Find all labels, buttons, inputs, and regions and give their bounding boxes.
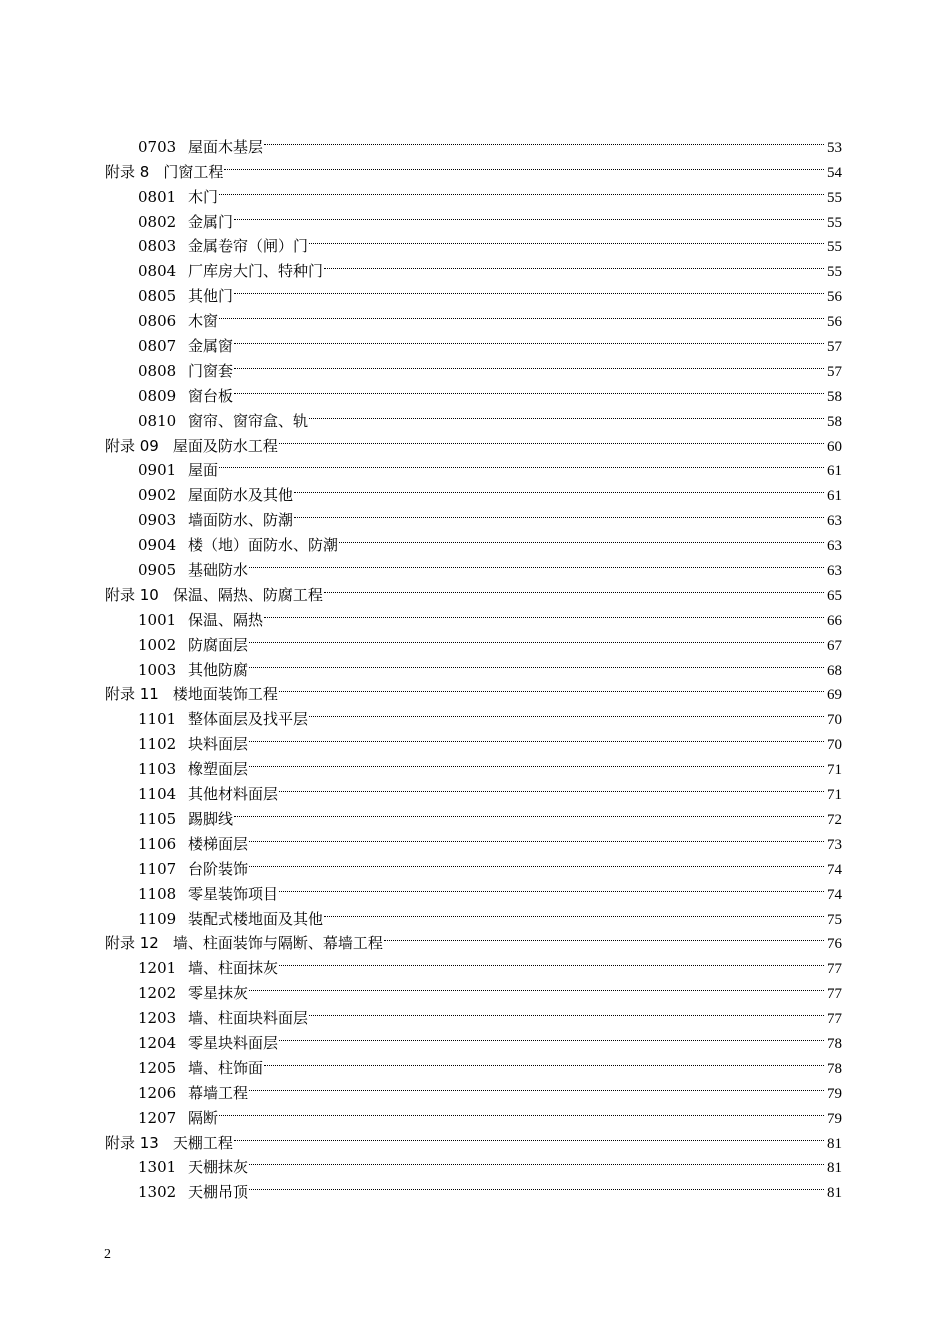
dot-leader [279,1023,824,1048]
toc-entry-title: 窗台板 [188,386,234,405]
dot-leader [279,948,824,973]
dot-leader [219,177,824,202]
toc-entry-page: 63 [827,538,842,555]
toc-entry-number: 1201 [138,959,177,978]
toc-entry-number: 1206 [138,1083,177,1102]
dot-leader [234,376,824,401]
toc-entry-title: 金属卷帘（闸）门 [188,237,309,256]
toc-entry-page: 61 [827,488,842,505]
dot-leader [309,998,824,1023]
dot-leader [234,326,824,351]
toc-entry-number: 1107 [138,859,177,878]
dot-leader [264,600,824,625]
toc-entry-number: 1202 [138,984,177,1003]
dot-leader [249,849,824,874]
toc-entry-number: 0808 [138,361,177,380]
toc-entry-page: 55 [827,189,842,206]
toc-entry-title: 踢脚线 [188,809,234,828]
toc-entry-number: 附录 8 [105,162,150,181]
toc-entry-number: 1001 [138,610,177,629]
toc-entry-title: 天棚工程 [172,1133,233,1152]
toc-entry-page: 72 [827,811,842,828]
dot-leader [324,899,824,924]
dot-leader [234,202,824,227]
dot-leader [279,774,824,799]
toc-entry-title: 楼梯面层 [188,834,249,853]
toc-entry-number: 附录 10 [105,585,159,604]
toc-entry-number: 1002 [138,635,177,654]
dot-leader [294,500,824,525]
toc-entry-number: 0807 [138,337,177,356]
toc-entry-title: 木门 [188,187,219,206]
toc-entry-title: 隔断 [188,1108,219,1127]
toc-entry-page: 56 [827,314,842,331]
toc-entry-title: 墙、柱饰面 [188,1058,264,1077]
toc-entry-page: 54 [827,164,842,181]
toc-entry-number: 1108 [138,884,177,903]
dot-leader [249,625,824,650]
toc-section-entry[interactable] [105,127,842,156]
toc-entry-number: 1003 [138,660,177,679]
toc-entry-title: 门窗套 [188,361,234,380]
toc-entry-title: 整体面层及找平层 [188,710,309,729]
toc-entry-number: 1203 [138,1009,177,1028]
dot-leader [249,973,824,998]
toc-entry-title: 屋面防水及其他 [188,486,294,505]
toc-entry-title: 楼地面装饰工程 [172,685,278,704]
toc-entry-title: 屋面 [188,461,219,480]
toc-entry-number: 0801 [138,187,177,206]
toc-entry-title: 基础防水 [188,561,249,580]
toc-entry-title: 厂库房大门、特种门 [188,262,324,281]
toc-entry-title: 防腐面层 [188,635,249,654]
toc-entry-title: 保温、隔热、防腐工程 [172,585,323,604]
toc-entry-page: 58 [827,388,842,405]
toc-entry-title: 其他防腐 [188,660,249,679]
toc-entry-page: 56 [827,289,842,306]
toc-entry-title: 其他材料面层 [188,785,279,804]
toc-entry-number: 1204 [138,1033,177,1052]
toc-entry-number: 0902 [138,486,177,505]
toc-entry-number: 0903 [138,511,177,530]
toc-entry-page: 61 [827,463,842,480]
toc-entry-page: 77 [827,1011,842,1028]
toc-entry-page: 71 [827,787,842,804]
dot-leader [324,575,824,600]
dot-leader [309,401,824,426]
toc-entry-title: 零星块料面层 [188,1033,279,1052]
toc-entry-number: 0804 [138,262,177,281]
dot-leader [279,675,824,700]
dot-leader [234,351,824,376]
toc-entry-page: 79 [827,1085,842,1102]
toc-entry-page: 75 [827,911,842,928]
toc-entry-number: 附录 12 [105,934,159,953]
toc-entry-title: 其他门 [188,287,234,306]
toc-entry-title: 金属门 [188,212,234,231]
toc-entry-title: 木窗 [188,312,219,331]
toc-entry-number: 1105 [138,809,177,828]
dot-leader [264,127,824,152]
toc-entry-page: 60 [827,438,842,455]
toc-entry-title: 装配式楼地面及其他 [188,909,324,928]
toc-entry-page: 79 [827,1110,842,1127]
toc-entry-title: 墙、柱面抹灰 [188,959,279,978]
toc-entry-page: 70 [827,737,842,754]
toc-entry-page: 68 [827,662,842,679]
dot-leader [249,550,824,575]
toc-entry-number: 附录 09 [105,436,159,455]
toc-entry-number: 附录 11 [105,685,159,704]
dot-leader [234,799,824,824]
dot-leader [249,1172,824,1197]
dot-leader [234,276,824,301]
toc-entry-page: 63 [827,563,842,580]
dot-leader [264,1048,824,1073]
dot-leader [219,1098,824,1123]
dot-leader [249,1073,824,1098]
toc-entry-number: 0703 [138,137,177,156]
toc-entry-page: 66 [827,612,842,629]
dot-leader [339,525,824,550]
toc-entry-page: 57 [827,363,842,380]
toc-entry-number: 0810 [138,411,177,430]
table-of-contents [105,127,842,1202]
dot-leader [234,1123,824,1148]
toc-entry-page: 67 [827,637,842,654]
toc-entry-page: 76 [827,936,842,953]
toc-entry-number: 1301 [138,1158,177,1177]
toc-entry-number: 0901 [138,461,177,480]
dot-leader [224,152,824,177]
toc-entry-title: 台阶装饰 [188,859,249,878]
toc-entry-page: 55 [827,214,842,231]
toc-entry-page: 78 [827,1060,842,1077]
toc-entry-page: 81 [827,1160,842,1177]
toc-entry-page: 71 [827,762,842,779]
toc-entry-number: 0809 [138,386,177,405]
toc-entry-title: 窗帘、窗帘盒、轨 [188,411,309,430]
dot-leader [249,724,824,749]
toc-entry-title: 金属窗 [188,337,234,356]
toc-entry-page: 74 [827,886,842,903]
toc-entry-page: 73 [827,836,842,853]
toc-entry-number: 1104 [138,785,177,804]
toc-entry-number: 0802 [138,212,177,231]
toc-entry-page: 58 [827,413,842,430]
toc-entry-number: 0806 [138,312,177,331]
toc-entry-title: 楼（地）面防水、防潮 [188,536,339,555]
toc-entry-title: 天棚抹灰 [188,1158,249,1177]
toc-entry-page: 78 [827,1035,842,1052]
toc-entry-title: 门窗工程 [163,162,224,181]
toc-entry-title: 天棚吊顶 [188,1183,249,1202]
toc-entry-page: 63 [827,513,842,530]
toc-entry-title: 墙面防水、防潮 [188,511,294,530]
toc-entry-title: 屋面木基层 [188,137,264,156]
dot-leader [384,924,824,949]
toc-entry-page: 70 [827,712,842,729]
dot-leader [279,874,824,899]
toc-entry-title: 墙、柱面装饰与隔断、幕墙工程 [172,934,383,953]
toc-entry-page: 74 [827,861,842,878]
dot-leader [249,1148,824,1173]
toc-entry-number: 1103 [138,760,177,779]
toc-entry-page: 53 [827,139,842,156]
dot-leader [219,301,824,326]
toc-entry-number: 0803 [138,237,177,256]
page-number: 2 [104,1247,111,1262]
toc-entry-title: 保温、隔热 [188,610,264,629]
toc-entry-title: 橡塑面层 [188,760,249,779]
dot-leader [294,475,824,500]
dot-leader [249,650,824,675]
toc-entry-page: 55 [827,264,842,281]
toc-entry-number: 1207 [138,1108,177,1127]
dot-leader [324,251,824,276]
toc-entry-number: 1302 [138,1183,177,1202]
toc-entry-number: 1101 [138,710,177,729]
dot-leader [279,426,824,451]
toc-entry-page: 81 [827,1135,842,1152]
toc-entry-page: 55 [827,239,842,256]
dot-leader [309,227,824,252]
toc-entry-title: 块料面层 [188,735,249,754]
toc-entry-title: 屋面及防水工程 [172,436,278,455]
toc-entry-number: 附录 13 [105,1133,159,1152]
toc-entry-number: 0905 [138,561,177,580]
dot-leader [249,824,824,849]
dot-leader [309,699,824,724]
toc-entry-page: 81 [827,1185,842,1202]
toc-entry-title: 墙、柱面块料面层 [188,1009,309,1028]
toc-entry-number: 1109 [138,909,177,928]
toc-entry-page: 57 [827,339,842,356]
toc-entry-page: 69 [827,687,842,704]
toc-entry-page: 77 [827,986,842,1003]
toc-entry-title: 零星装饰项目 [188,884,279,903]
toc-entry-title: 幕墙工程 [188,1083,249,1102]
toc-entry-title: 零星抹灰 [188,984,249,1003]
toc-entry-number: 1102 [138,735,177,754]
dot-leader [249,749,824,774]
toc-entry-number: 1106 [138,834,177,853]
toc-entry-number: 0904 [138,536,177,555]
toc-entry-page: 65 [827,587,842,604]
toc-entry-page: 77 [827,961,842,978]
toc-entry-number: 0805 [138,287,177,306]
dot-leader [219,451,824,476]
toc-entry-number: 1205 [138,1058,177,1077]
